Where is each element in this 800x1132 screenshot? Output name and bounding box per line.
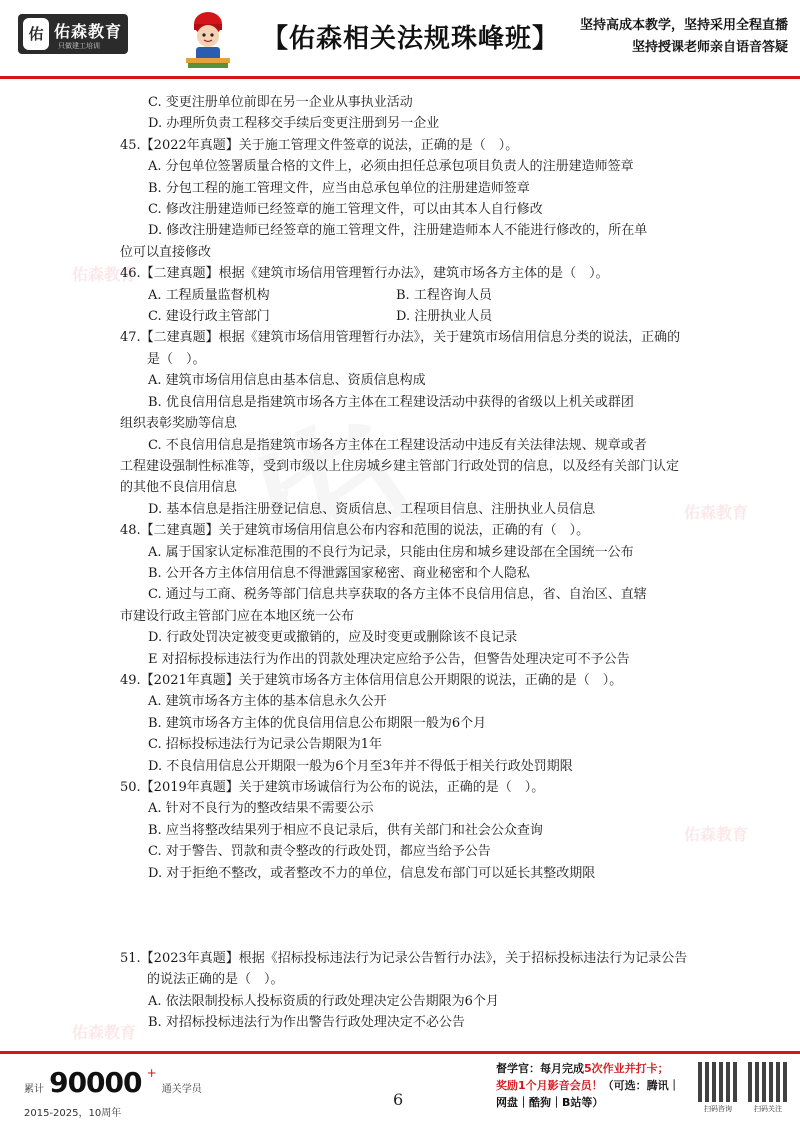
- page-number: 6: [393, 1090, 404, 1109]
- option-text: A. 工程质量监督机构: [148, 287, 270, 303]
- student-count: [24, 1066, 202, 1099]
- brand-logo: [18, 14, 128, 54]
- header-divider: [0, 76, 800, 79]
- footer-divider: [0, 1051, 800, 1054]
- option-row: [120, 285, 690, 306]
- watermark-left-1: 佑森教育: [72, 265, 137, 284]
- option-text: A. 属于国家认定标准范围的不良行为记录，只能由住房和城乡建设部在全国统一公布: [148, 544, 634, 560]
- option-text: A. 针对不良行为的整改结果不需要公示: [148, 801, 374, 817]
- option-text: A. 依法限制投标人投标资质的行政处理决定公告期限为6个月: [148, 993, 499, 1009]
- count-number: 90000: [49, 1066, 142, 1099]
- slogan-line-2: 坚持授课老师亲自语音答疑: [631, 40, 788, 55]
- option-text: A. 建筑市场各方主体的基本信息永久公开: [148, 694, 387, 710]
- page-header: [0, 0, 800, 80]
- logo-mark: 佑: [23, 18, 49, 50]
- qr-code-follow[interactable]: [748, 1062, 788, 1118]
- option-text: E 对招标投标违法行为作出的罚款处理决定应给予公告，但警告处理决定可不予公告: [148, 651, 630, 667]
- promo-text: [496, 1060, 686, 1111]
- option-continuation: 组织表彰奖励等信息: [120, 416, 238, 432]
- header-title: 【佑森相关法规珠峰班】: [262, 24, 560, 54]
- question-51-stem: 51.【2023年真题】根据《招标投标违法行为记录公告暂行办法》，关于招标投标违法行为记录公告的说法正确的是（ ）。: [120, 951, 688, 988]
- spacer: [120, 884, 690, 948]
- option-text: D. 对于拒绝不整改，或者整改不力的单位，信息发布部门可以延长其整改期限: [148, 865, 596, 881]
- option-continuation: 位可以直接修改: [120, 244, 212, 260]
- promo-line-3: 网盘｜酷狗｜B站等）: [496, 1096, 604, 1109]
- question-48-stem: 48.【二建真题】关于建筑市场信用信息公布内容和范围的说法，正确的有（ ）。: [120, 523, 590, 539]
- question-50-stem: 50.【2019年真题】关于建筑市场诚信行为公布的说法，正确的是（ ）。: [120, 780, 545, 795]
- question-45-stem: 45.【2022年真题】关于施工管理文件签章的说法，正确的是（ ）。: [120, 137, 519, 153]
- logo-name: 佑森教育: [54, 22, 123, 41]
- question-47-stem: 47.【二建真题】根据《建筑市场信用管理暂行办法》，关于建筑市场信用信息分类的说法，正确的是（ ）。: [120, 330, 681, 367]
- promo-line-2a: 奖励1个月影音会员！: [496, 1079, 603, 1092]
- promo-line-1b: 5次作业并打卡；: [584, 1062, 669, 1075]
- qr-code-icon: [698, 1062, 738, 1102]
- option-text: C. 对于警告、罚款和责令整改的行政处罚，都应当给予公告: [148, 844, 491, 860]
- option-text: B. 工程咨询人员: [396, 287, 492, 303]
- option-text: D. 办理所负责工程移交手续后变更注册到另一企业: [148, 116, 440, 132]
- question-content: [120, 92, 690, 1034]
- watermark-left-2: 佑森教育: [72, 1023, 137, 1042]
- option-text: C. 修改注册建造师已经签章的施工管理文件，可以由其本人自行修改: [148, 202, 543, 218]
- option-text: B. 公开各方主体信用信息不得泄露国家秘密、商业秘密和个人隐私: [148, 565, 530, 581]
- promo-line-2b: （可选：腾讯｜: [602, 1079, 680, 1092]
- question-46-stem: 46.【二建真题】根据《建筑市场信用管理暂行办法》，建筑市场各方主体的是（ ）。: [120, 266, 609, 282]
- option-continuation: 市建设行政主管部门应在本地区统一公布: [120, 608, 355, 624]
- count-plus: +: [146, 1066, 157, 1080]
- option-text: B. 应当将整改结果列于相应不良记录后，供有关部门和社会公众查询: [148, 822, 543, 838]
- option-text: A. 建筑市场信用信息由基本信息、资质信息构成: [148, 373, 426, 389]
- option-text: C. 不良信用信息是指建筑市场各方主体在工程建设活动中违反有关法律法规、规章或者: [148, 437, 647, 453]
- option-text: D. 注册执业人员: [396, 309, 493, 325]
- slogan-line-1: 坚持高成本教学，坚持采用全程直播: [579, 18, 788, 33]
- watermark-right-2: 佑森教育: [684, 825, 749, 844]
- qr-caption: 扫码咨询: [704, 1105, 732, 1113]
- option-text: C. 通过与工商、税务等部门信息共享获取的各方主体不良信用信息，省、自治区、直辖: [148, 587, 647, 603]
- logo-tagline: 只做建工培训: [58, 42, 100, 50]
- count-prefix: 累计: [24, 1084, 44, 1095]
- qr-code-icon: [748, 1062, 788, 1102]
- years-label: 2015-2025，10周年: [24, 1108, 122, 1119]
- option-text: D. 基本信息是指注册登记信息、资质信息、工程项目信息、注册执业人员信息: [148, 501, 596, 517]
- watermark-right-1: 佑森教育: [684, 503, 749, 522]
- option-text: B. 分包工程的施工管理文件，应当由总承包单位的注册建造师签章: [148, 180, 530, 196]
- option-text: D. 不良信用信息公开期限一般为6个月至3年并不得低于相关行政处罚期限: [148, 758, 573, 774]
- option-text: B. 建筑市场各方主体的优良信用信息公布期限一般为6个月: [148, 715, 487, 731]
- option-text: B. 对招标投标违法行为作出警告行政处理决定不必公告: [148, 1015, 465, 1031]
- qr-code-consult[interactable]: [698, 1062, 738, 1118]
- option-text: C. 招标投标违法行为记录公告期限为1年: [148, 737, 383, 753]
- mascot-icon: [178, 6, 238, 72]
- option-text: C. 建设行政主管部门: [148, 309, 270, 325]
- option-text: D. 修改注册建造师已经签章的施工管理文件，注册建造师本人不能进行修改的，所在单: [148, 223, 648, 239]
- option-text: C. 变更注册单位前即在另一企业从事执业活动: [148, 95, 413, 110]
- option-text: D. 行政处罚决定被变更或撤销的，应及时变更或删除该不良记录: [148, 630, 518, 646]
- count-suffix: 通关学员: [161, 1084, 202, 1095]
- question-49-stem: 49.【2021年真题】关于建筑市场各方主体信用信息公开期限的说法，正确的是（ ）。: [120, 672, 623, 688]
- option-text: B. 优良信用信息是指建筑市场各方主体在工程建设活动中获得的省级以上机关或群团: [148, 394, 634, 410]
- option-continuation: 工程建设强制性标准等，受到市级以上住房城乡建主管部门行政处罚的信息，以及经有关部门认定的其他不良信用信息: [120, 458, 680, 496]
- qr-caption: 扫码关注: [754, 1105, 782, 1113]
- option-text: A. 分包单位签署质量合格的文件上，必须由担任总承包项目负责人的注册建造师签章: [148, 159, 634, 175]
- promo-line-1a: 督学官：每月完成: [496, 1062, 584, 1075]
- option-row: [120, 306, 690, 327]
